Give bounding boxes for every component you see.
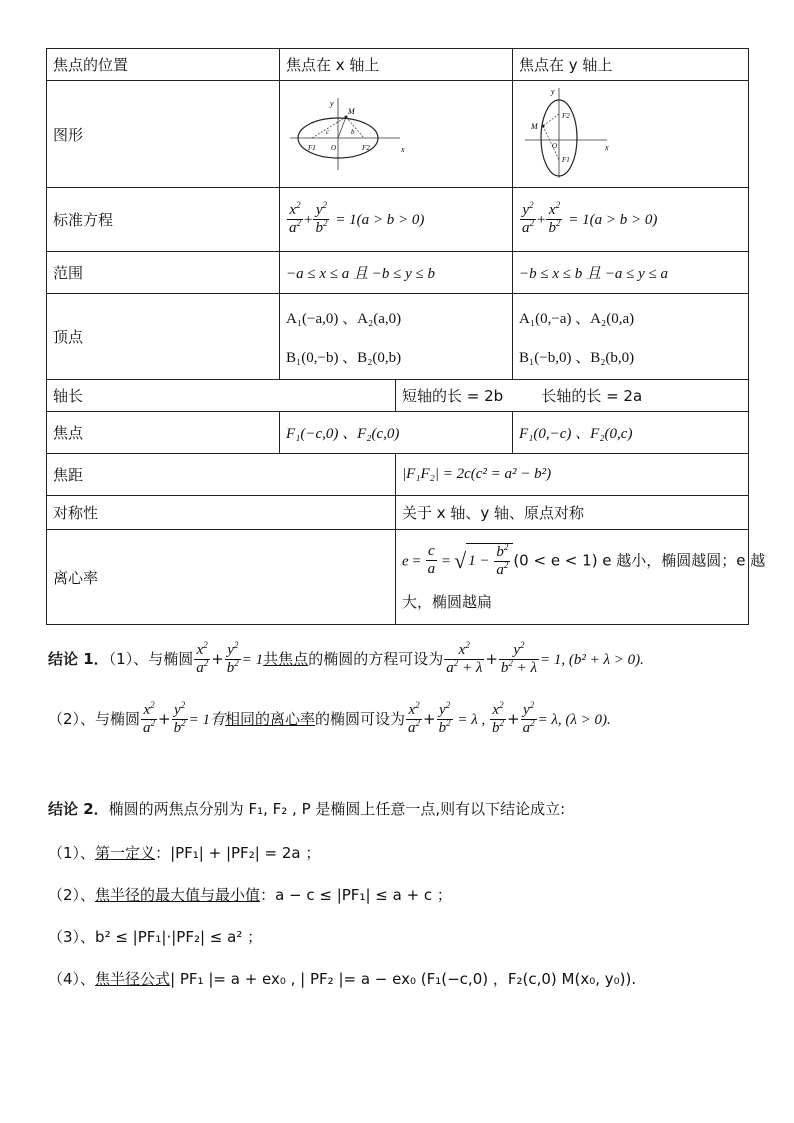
standard-equation-x: $\frac{x^2}{a^2}$ + $\frac{y^2}{b^2}$ = 1(a > b > 0) (280, 188, 513, 252)
conclusion1-p2-underline: 相同的离心率 (225, 710, 316, 728)
row-label-symmetry: 对称性 (47, 496, 396, 530)
x-graph-label-b: b (351, 128, 355, 136)
row-label-eccentricity: 离心率 (47, 530, 396, 625)
conclusion1-p2-mid: = 1有 (188, 712, 225, 728)
vertex-y (513, 294, 749, 380)
conclusion1-line2: （2）、与椭圆 $\frac{x^2}{a^2}$ + $\frac{y^2}{b^2}$ = 1有相同的离心率的椭圆可设为 $\frac{x^2}{a^2}$ + $\frac{y^2}{b^2}$ = λ , $\frac{x^2}{b^2}$ + $\frac{y^2}{a^2}$ = λ, (λ > 0). (48, 700, 611, 736)
row-label-axis: 轴长 (47, 380, 396, 412)
y-graph-label-x: x (605, 143, 609, 152)
range-y: −b ≤ x ≤ b 且 −a ≤ y ≤ a (513, 252, 749, 294)
item4-underline: 焦半径公式 (95, 970, 171, 988)
symmetry-value: 关于 x 轴、y 轴、原点对称 (396, 496, 749, 530)
conclusion1-p2-pre: （2）、与椭圆 (48, 710, 141, 728)
item1-post: ：|PF₁| + |PF₂| = 2a ； (155, 844, 321, 862)
axis-length-value: 短轴的长 = 2b 长轴的长 = 2a (396, 380, 749, 412)
header-x-axis: 焦点在 x 轴上 (280, 49, 513, 81)
conclusion2-item2 (48, 884, 452, 905)
item2-post: ：a − c ≤ |PF₁| ≤ a + c ； (260, 886, 452, 904)
row-label-range: 范围 (47, 252, 280, 294)
row-label-focus: 焦点 (47, 412, 280, 454)
vertex-x-line2: B₁(0,−b) 、B₂(0,b) (286, 349, 402, 366)
x-ellipse-graph (288, 92, 408, 172)
conclusion1-p2-post: 的椭圆可设为 (315, 710, 406, 728)
conclusion2-intro: 椭圆的两焦点分别为 F₁, F₂ , P 是椭圆上任意一点,则有以下结论成立: (108, 800, 566, 818)
vertex-x-line1: A₁(−a,0) 、A₂(a,0) (286, 310, 402, 327)
x-graph-label-c: c (326, 128, 330, 136)
eccentricity-line2: 大，椭圆越扁 (402, 592, 493, 611)
y-graph-label-f1: F1 (562, 156, 570, 164)
conclusion1-p2-end: = λ, (λ > 0). (537, 712, 611, 728)
conclusion1-title: 结论 1． (48, 650, 109, 668)
header-position: 焦点的位置 (47, 49, 280, 81)
row-label-standard-equation: 标准方程 (47, 188, 280, 252)
standard-x-value: = 1(a > b > 0) (335, 212, 425, 228)
conclusion1-p1-mid: = 1 (241, 652, 264, 668)
vertex-y-line1: A₁(0,−a) 、A₂(0,a) (519, 310, 635, 327)
x-graph-label-m: M (348, 107, 355, 116)
y-graph-label-m: M (531, 122, 538, 131)
item2-pre: （2）、 (48, 886, 96, 904)
header-y-axis: 焦点在 y 轴上 (513, 49, 749, 81)
item4-pre: （4）、 (48, 970, 96, 988)
conclusion2-intro-line (48, 798, 565, 819)
x-axis-ellipse-figure (280, 81, 513, 188)
standard-equation-y: $\frac{y^2}{a^2}$ + $\frac{x^2}{b^2}$ = 1(a > b > 0) (513, 188, 749, 252)
vertex-y-line2: B₁(−b,0) 、B₂(b,0) (519, 349, 635, 366)
row-label-focal-distance: 焦距 (47, 454, 396, 496)
range-x: −a ≤ x ≤ a 且 −b ≤ y ≤ b (280, 252, 513, 294)
conclusion2-item4 (48, 968, 636, 989)
conclusion1-p1-pre: （1）、与椭圆 (108, 650, 194, 668)
x-graph-label-x: x (401, 145, 405, 154)
x-graph-label-o: O (331, 144, 337, 152)
x-graph-label-f2: F2 (362, 144, 370, 152)
eccentricity-tail: (0 < e < 1) e 越小，椭圆越圆；e 越 (513, 551, 766, 569)
item2-underline: 焦半径的最大值与最小值 (95, 886, 261, 904)
conclusion2-item3: （3）、b² ≤ |PF₁|·|PF₂| ≤ a² ； (48, 928, 263, 946)
focus-y: F₁(0,−c) 、F₂(0,c) (513, 412, 749, 454)
focus-x: F₁(−c,0) 、F₂(c,0) (280, 412, 513, 454)
item1-pre: （1）、 (48, 844, 96, 862)
conclusion1-line1: 结论 1．（1）、与椭圆 $\frac{x^2}{a^2}$ + $\frac{y^2}{b^2}$ = 1共焦点的椭圆的方程可设为 $\frac{x^2}{a^2 + \lambda}$ + $\frac{y^2}{b^2 + \lambda}$ = 1, (b² + λ > 0). (48, 640, 644, 676)
vertex-x (280, 294, 513, 380)
standard-y-value: = 1(a > b > 0) (568, 212, 658, 228)
y-axis-ellipse-figure (513, 81, 749, 188)
item1-underline: 第一定义 (95, 844, 156, 862)
x-graph-label-f1: F1 (308, 144, 316, 152)
eccentricity-value: e = $\frac{c}{a}$ = √ 1 − $\frac{b^2}{a^2}$ (0 < e < 1) e 越小，椭圆越圆；e 越 大，椭圆越扁 (396, 530, 749, 625)
y-graph-label-y: y (551, 87, 555, 96)
y-graph-label-f2: F2 (562, 112, 570, 120)
y-graph-label-o: O (552, 142, 558, 150)
row-label-vertex: 顶点 (47, 294, 280, 380)
y-ellipse-graph (519, 84, 613, 180)
x-graph-label-y: y (330, 99, 334, 108)
conclusion1-p1-end: = 1, (b² + λ > 0). (540, 652, 644, 668)
conclusion2-title: 结论 2． (48, 800, 109, 818)
conclusion1-p1-post: 的椭圆的方程可设为 (308, 650, 444, 668)
conclusion1-p1-underline: 共焦点 (263, 650, 309, 668)
ellipse-properties-table (46, 48, 766, 625)
row-label-shape: 图形 (47, 81, 280, 188)
conclusion2-item1 (48, 842, 320, 863)
focal-distance-value: |F₁F₂| = 2c(c² = a² − b²) (396, 454, 749, 496)
item4-post: | PF₁ |= a + ex₀ , | PF₂ |= a − ex₀ (F₁(−c,0) ，F₂(c,0) M(x₀, y₀)). (170, 970, 637, 988)
